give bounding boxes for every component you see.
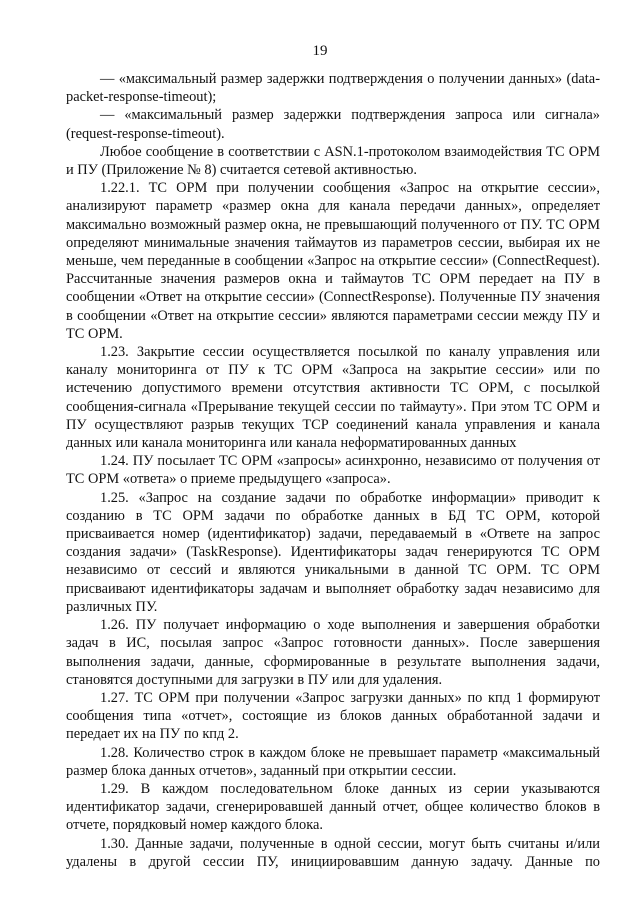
paragraph-timeout-request: — «максимальный размер задержки подтверждения запроса или сигнала» (request-response-timeout).: [66, 107, 600, 142]
paragraph-1-26: 1.26. ПУ получает информацию о ходе выполнения и завершения обработки задач в ИС, посылая запрос «Запрос готовности данных». После завершения выполнения задачи, данные, сформированные в результате выполнения задачи, становятся доступными для загрузки в ПУ или для удаления.: [66, 617, 600, 688]
paragraph-network-activity: Любое сообщение в соответствии с ASN.1-протоколом взаимодействия ТС ОРМ и ПУ (Приложение № 8) считается сетевой активностью.: [66, 143, 600, 179]
paragraph-1-28: 1.28. Количество строк в каждом блоке не превышает параметр «максимальный размер блока данных отчетов», заданный при открытии сессии.: [66, 744, 600, 779]
paragraph-1-24: 1.24. ПУ посылает ТС ОРМ «запросы» асинхронно, независимо от получения от ТС ОРМ «ответа» о приеме предыдущего «запроса».: [66, 453, 600, 488]
paragraph-1-30: 1.30. Данные задачи, полученные в одной сессии, могут быть считаны и/или удалены в другой сессии ПУ, инициировавшим данную задачу. Данные по: [66, 835, 600, 870]
paragraph-1-23: 1.23. Закрытие сессии осуществляется посылкой по каналу управления или каналу мониторинга от ПУ к ТС ОРМ «Запроса на закрытие сессии» или по истечению допустимого времени отсутствия активности ТС ОРМ, с посылкой сообщения-сигнала «Прерывание текущей сессии по таймауту». При этом ТС ОРМ и ПУ осуществляют разрыв текущих TCP соединений канала управления и канала данных или канала мониторинга или канала неформатированных данных: [66, 344, 600, 452]
paragraph-1-22-1: 1.22.1. ТС ОРМ при получении сообщения «Запрос на открытие сессии», анализируют параметр «размер окна для канала передачи данных», определяет максимально возможный размер окна, не превышающий полученного от ПУ. ТС ОРМ определяют минимальные значения таймаутов из параметров сессии, выбирая их не меньше, чем переданные в сообщении «Запрос на открытие сессии» (ConnectRequest). Рассчитанные значения размеров окна и таймаутов ТС ОРМ передает на ПУ в сообщении «Ответ на открытие сессии» (ConnectResponse). Полученные ПУ значения в сообщении «Ответ на открытие сессии» являются параметрами сессии между ПУ и ТС ОРМ.: [66, 180, 600, 342]
page-number: 19: [312, 43, 328, 59]
document-body: [66, 70, 600, 871]
paragraph-1-25: 1.25. «Запрос на создание задачи по обработке информации» приводит к созданию в ТС ОРМ задачи по обработке данных в БД ТС ОРМ, которой присваивается номер (идентификатор) задачи, передаваемый в «Ответе на запрос создания задачи» (TaskResponse). Идентификаторы задач генерируются ТС ОРМ независимо от сессий и являются уникальными в данной ТС ОРМ. ТС ОРМ присваивают идентификаторы задачам и выполняет обработку задач независимо для различных ПУ.: [66, 489, 600, 615]
paragraph-1-29: 1.29. В каждом последовательном блоке данных из серии указываются идентификатор задачи, сгенерировавшей данный отчет, общее количество блоков в отчете, порядковый номер каждого блока.: [66, 780, 600, 834]
paragraph-1-27: 1.27. ТС ОРМ при получении «Запрос загрузки данных» по кпд 1 формируют сообщения типа «отчет», состоящие из блоков данных обработанной задачи и передает их на ПУ по кпд 2.: [66, 689, 600, 743]
paragraph-timeout-data-packet: — «максимальный размер задержки подтверждения о получении данных» (data-packet-response-timeout);: [66, 71, 600, 106]
